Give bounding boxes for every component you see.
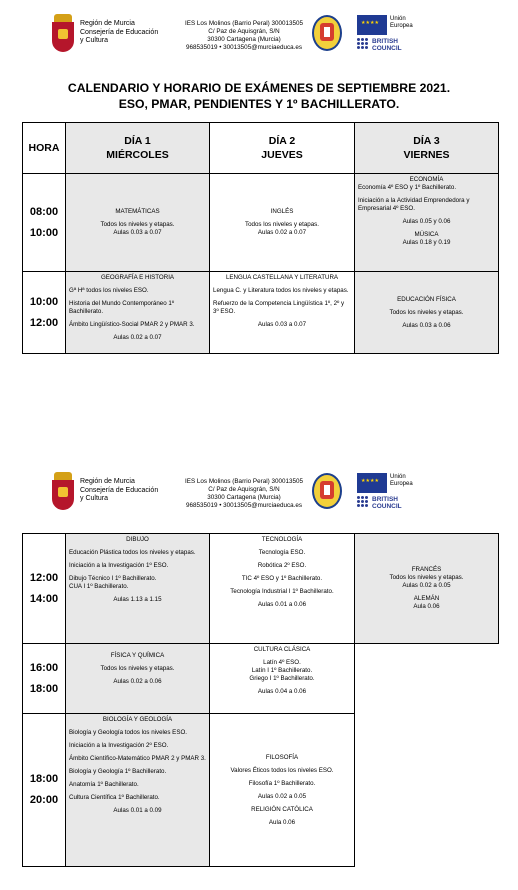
british-council-dots-icon bbox=[357, 496, 369, 508]
murcia-crest-icon bbox=[51, 472, 75, 512]
hora-header: HORA bbox=[23, 123, 66, 174]
time-slot: 10:00 12:00 bbox=[23, 272, 66, 354]
table-row bbox=[23, 272, 499, 354]
exam-cell: EDUCACIÓN FÍSICA Todos los niveles y etapas. Aulas 0.03 a 0.06 bbox=[355, 272, 499, 354]
day2-header: DÍA 2 JUEVES bbox=[210, 123, 355, 174]
eu-flag-icon bbox=[357, 15, 387, 35]
exam-cell: INGLÉS Todos los niveles y etapas. Aulas 0.02 a 0.07 bbox=[210, 174, 355, 272]
british-council-dots-icon bbox=[357, 38, 369, 50]
table-header-row bbox=[23, 123, 499, 174]
exam-cell: LENGUA CASTELLANA Y LITERATURA Lengua C. y Literatura todos los niveles y etapas. Refuerzo de la Competencia Lingüística 1º, 2º y 3º ESO. Aulas 0.03 a 0.07 bbox=[210, 272, 355, 354]
exam-cell: FÍSICA Y QUÍMICA Todos los niveles y etapas. Aulas 0.02 a 0.06 bbox=[66, 644, 210, 714]
eu-label: Unión Europea bbox=[390, 16, 413, 29]
time-slot: 18:00 20:00 bbox=[23, 714, 66, 867]
exam-cell: FRANCÉS Todos los niveles y etapas. Aulas 0.02 a 0.05 ALEMÁN Aula 0.06 bbox=[355, 534, 499, 644]
empty-cell bbox=[355, 644, 499, 714]
letterhead bbox=[0, 8, 518, 64]
eu-flag-icon bbox=[357, 473, 387, 493]
empty-cell bbox=[355, 714, 499, 867]
time-slot: 12:00 14:00 bbox=[23, 534, 66, 644]
exam-schedule-table-1 bbox=[22, 122, 499, 354]
exam-cell: FILOSOFÍA Valores Éticos todos los niveles ESO. Filosofía 1º Bachillerato. Aulas 0.02 a 0.05 RELIGIÓN CATÓLICA Aula 0.06 bbox=[210, 714, 355, 867]
table-row bbox=[23, 534, 499, 644]
day3-header: DÍA 3 VIERNES bbox=[355, 123, 499, 174]
exam-cell: DIBUJO Educación Plástica todos los niveles y etapas. Iniciación a la Investigación 1º ESO. Dibujo Técnico I 1º Bachillerato. CUA I 1º Bachillerato. Aulas 1.13 a 1.15 bbox=[66, 534, 210, 644]
exam-cell: MATEMÁTICAS Todos los niveles y etapas. Aulas 0.03 a 0.07 bbox=[66, 174, 210, 272]
school-logo-icon bbox=[312, 473, 342, 509]
table-row bbox=[23, 174, 499, 272]
british-council-label: BRITISH COUNCIL bbox=[372, 496, 402, 510]
letterhead bbox=[0, 466, 518, 522]
page-title: CALENDARIO Y HORARIO DE EXÁMENES DE SEPTIEMBRE 2021. ESO, PMAR, PENDIENTES Y 1º BACHILLERATO. bbox=[67, 81, 451, 111]
region-name: Región de Murcia Consejería de Educación y Cultura bbox=[80, 478, 159, 502]
exam-cell: TECNOLOGÍA Tecnología ESO. Robótica 2º ESO. TIC 4º ESO y 1º Bachillerato. Tecnología Industrial I 1º Bachillerato. Aulas 0.01 a 0.06 bbox=[210, 534, 355, 644]
british-council-label: BRITISH COUNCIL bbox=[372, 38, 402, 52]
day1-header: DÍA 1 MIÉRCOLES bbox=[66, 123, 210, 174]
exam-cell: GEOGRAFÍA E HISTORIA Gª Hª todos los niveles ESO. Historia del Mundo Contemporáneo 1º Bachillerato. Ámbito Lingüístico-Social PMAR 2 y PMAR 3. Aulas 0.02 a 0.07 bbox=[66, 272, 210, 354]
table-row bbox=[23, 714, 499, 867]
region-name: Región de Murcia Consejería de Educación y Cultura bbox=[80, 20, 159, 44]
table-row bbox=[23, 644, 499, 714]
eu-label: Unión Europea bbox=[390, 474, 413, 487]
school-logo-icon bbox=[312, 15, 342, 51]
time-slot: 16:00 18:00 bbox=[23, 644, 66, 714]
exam-cell: CULTURA CLÁSICA Latín 4º ESO. Latín I 1º Bachillerato. Griego I 1º Bachillerato. Aulas 0.04 a 0.06 bbox=[210, 644, 355, 714]
exam-cell: BIOLOGÍA Y GEOLOGÍA Biología y Geología todos los niveles ESO. Iniciación a la Investigación 2º ESO. Ámbito Científico-Matemático PMAR 2 y PMAR 3. Biología y Geología 1º Bachillerato. Anatomía 1º Bachillerato. Cultura Científica 1º Bachillerato. Aulas 0.01 a 0.09 bbox=[66, 714, 210, 867]
exam-cell: ECONOMÍA Economía 4º ESO y 1º Bachillerato. Iniciación a la Actividad Emprendedora y Empresarial 4º ESO. Aulas 0.05 y 0.06 MÚSICA Aulas 0.18 y 0.19 bbox=[355, 174, 499, 272]
time-slot: 08:00 10:00 bbox=[23, 174, 66, 272]
school-address: IES Los Molinos (Barrio Peral) 300013505 C/ Paz de Aquisgrán, S/N 30300 Cartagena (Murcia) 968535019 • 30013505@murciaeduca.es bbox=[185, 478, 303, 509]
murcia-crest-icon bbox=[51, 14, 75, 54]
school-address: IES Los Molinos (Barrio Peral) 300013505 C/ Paz de Aquisgrán, S/N 30300 Cartagena (Murcia) 968535019 • 30013505@murciaeduca.es bbox=[185, 20, 303, 51]
exam-schedule-table-2 bbox=[22, 533, 499, 867]
